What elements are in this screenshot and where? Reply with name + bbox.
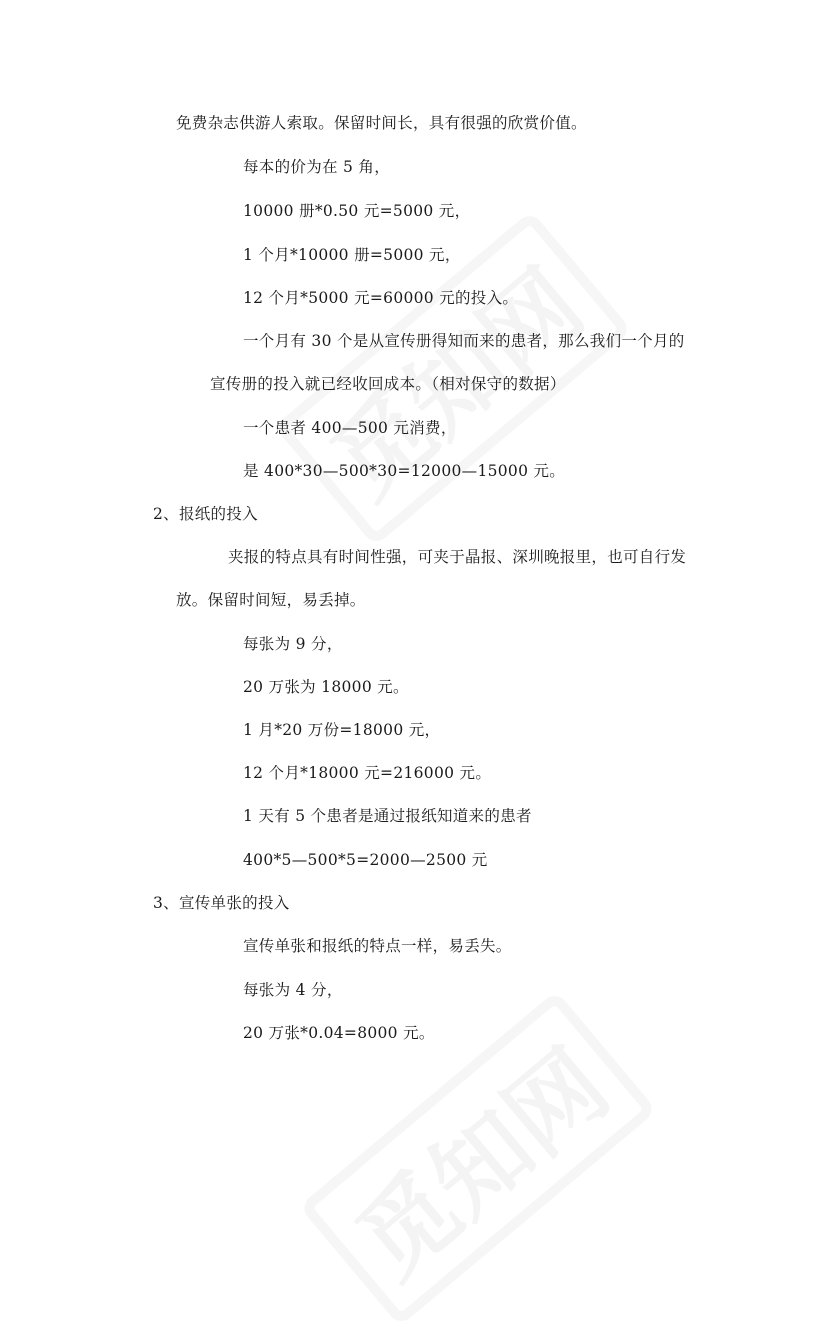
paragraph-line: 1 个月*10000 册=5000 元， bbox=[243, 246, 461, 264]
paragraph-line: 12 个月*18000 元=216000 元。 bbox=[243, 764, 492, 782]
paragraph-line: 1 月*20 万份=18000 元， bbox=[243, 721, 441, 739]
paragraph-line: 每张为 4 分， bbox=[243, 981, 343, 999]
paragraph-line: 宣传单张和报纸的特点一样，易丢失。 bbox=[243, 937, 512, 955]
paragraph-line: 放。保留时间短，易丢掉。 bbox=[176, 591, 366, 609]
paragraph-line: 夹报的特点具有时间性强，可夹于晶报、深圳晚报里，也可自行发 bbox=[228, 548, 687, 566]
paragraph-line: 1 天有 5 个患者是通过报纸知道来的患者 bbox=[243, 807, 532, 825]
paragraph-line: 每本的价为在 5 角， bbox=[243, 158, 391, 176]
paragraph-line: 一个患者 400—500 元消费， bbox=[243, 419, 457, 437]
section-heading: 2、报纸的投入 bbox=[153, 505, 258, 523]
paragraph-line: 免费杂志供游人索取。保留时间长，具有很强的欣赏价值。 bbox=[176, 114, 587, 132]
paragraph-line: 12 个月*5000 元=60000 元的投入。 bbox=[243, 289, 519, 307]
paragraph-line: 400*5—500*5=2000—2500 元 bbox=[243, 851, 488, 869]
paragraph-line: 一个月有 30 个是从宣传册得知而来的患者，那么我们一个月的 bbox=[243, 332, 685, 350]
section-heading: 3、宣传单张的投入 bbox=[153, 894, 290, 912]
paragraph-line: 20 万张为 18000 元。 bbox=[243, 678, 409, 696]
paragraph-line: 每张为 9 分， bbox=[243, 635, 343, 653]
paragraph-line: 是 400*30—500*30=12000—15000 元。 bbox=[243, 462, 566, 480]
paragraph-line: 10000 册*0.50 元=5000 元， bbox=[243, 202, 471, 220]
paragraph-line: 20 万张*0.04=8000 元。 bbox=[243, 1024, 435, 1042]
paragraph-line: 宣传册的投入就已经收回成本。（相对保守的数据） bbox=[210, 375, 566, 393]
